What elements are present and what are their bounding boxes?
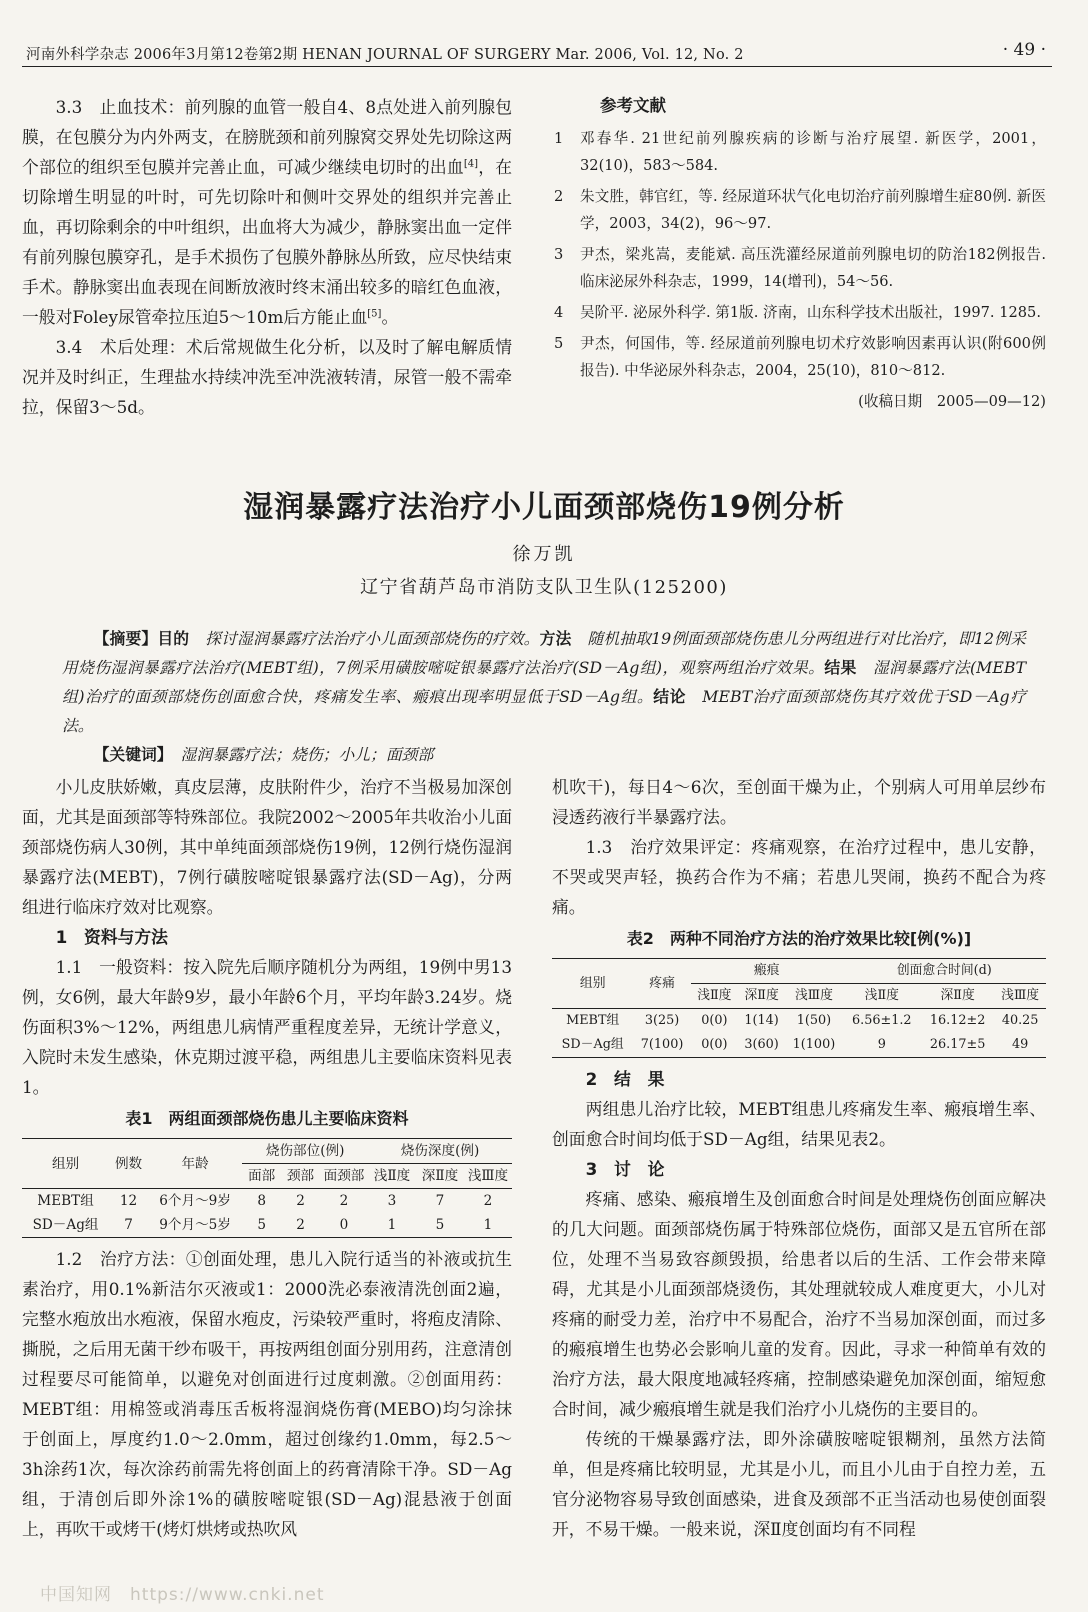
journal-citation: 河南外科学杂志 2006年3月第12卷第2期 HENAN JOURNAL OF SURGERY Mar. 2006, Vol. 12, No. 2 [26, 47, 744, 63]
page-number: · 49 · [1002, 40, 1046, 60]
abstract: 【摘要】目的 探讨湿润暴露疗法治疗小儿面颈部烧伤的疗效。方法 随机抽取19例面颈部烧伤患儿分两组进行对比治疗，即12例采用烧伤湿润暴露疗法治疗(MEBT组)，7例采用磺胺嘧啶银暴露疗法治疗(SD－Ag组)，观察两组治疗效果。结果 湿润暴露疗法(MEBT组)治疗的面颈部烧伤创面愈合快，疼痛发生率、瘢痕出现率明显低于SD－Ag组。结论 MEBT治疗面颈部烧伤其疗效优于SD－Ag疗法。 【关键词】 湿润暴露疗法；烧伤；小儿；面颈部 [62, 624, 1026, 769]
table-row: MEBT组 12 6个月～9岁 8 2 2 3 7 2 [37, 1193, 493, 1209]
discussion-2: 传统的干燥暴露疗法，即外涂磺胺嘧啶银糊剂，虽然方法简单，但是疼痛比较明显，尤其是小儿，而且小儿由于自控力差，五官分泌物容易导致创面感染，进食及颈部不正当活动也易使创面裂开，不易干燥。一般来说，深Ⅱ度创面均有不同程 [552, 1429, 1046, 1539]
table-header: 烧伤部位(例) [242, 1139, 368, 1164]
table-row: MEBT组 3(25) 0(0) 1(14) 1(50) 6.56±1.2 16.12±2 40.25 [566, 1013, 1039, 1028]
citation-4[interactable]: [4] [463, 158, 478, 170]
author: 徐万凯 [512, 544, 576, 565]
table-header: 瘢痕 [691, 959, 843, 984]
references-heading: 参考文献 [600, 96, 666, 115]
table-header: 年龄 [181, 1155, 209, 1172]
introduction: 小儿皮肤娇嫩，真皮层薄，皮肤附件少，治疗不当极易加深创面，尤其是面颈部等特殊部位。我院2002～2005年共收治小儿面颈部烧伤病人30例，其中单纯面颈部烧伤19例，12例行烧伤湿润暴露疗法(MEBT)，7例行磺胺嘧啶银暴露疗法(SD－Ag)，分两组进行临床疗效对比观察。 [22, 777, 512, 917]
table-row: SD－Ag组 7 9个月～5岁 5 2 0 1 5 1 [22, 1213, 512, 1238]
table-header: 组别 [51, 1155, 80, 1172]
table-header: 疼痛 [649, 975, 675, 991]
keywords: 【关键词】 湿润暴露疗法；烧伤；小儿；面颈部 [93, 745, 434, 764]
section-3-4: 3.4 术后处理：术后常规做生化分析，以及时了解电解质情况并及时纠正，生理盐水持续冲洗至冲洗液转清，尿管一般不需牵拉，保留3～5d。 [22, 337, 512, 417]
reference-item: 3 尹杰，梁兆嵩，麦能斌. 高压洗灌经尿道前列腺电切的防治182例报告. 临床泌尿外科杂志，1999，14(增刊)，54～56. [554, 246, 1046, 290]
results: 两组患儿治疗比较，MEBT组患儿疼痛发生率、瘢痕增生率、创面愈合时间均低于SD－Ag组，结果见表2。 [552, 1099, 1046, 1149]
discussion-1: 疼痛、感染、瘢痕增生及创面愈合时间是处理烧伤创面应解决的几大问题。面颈部烧伤属于特殊部位烧伤，面部又是五官所在部位，处理不当易致容颜毁损，给患者以后的生活、工作会带来障碍，尤其是小儿面颈部烧烫伤，其处理就较成人难度更大，小儿对疼痛的耐受力差，治疗中不易配合，治疗不当易加深创面，而过多的瘢痕增生也势必会影响儿童的发育。因此，寻求一种简单有效的治疗方法，最大限度地减轻疼痛，控制感染避免加深创面，缩短愈合时间，减少瘢痕增生就是我们治疗小儿烧伤的主要目的。 [552, 1189, 1046, 1419]
section-3-heading: 3 讨 论 [585, 1159, 665, 1179]
table-2: 组别 疼痛 瘢痕 创面愈合时间(d) 浅Ⅱ度 深Ⅱ度 浅Ⅲ度 浅Ⅱ度 深Ⅱ度 浅Ⅲ度 MEBT组 3(25) 0(0) 1(14) 1(50) 6.56±1.2 16.12±2 40.25 SD－Ag组 7(100) 0(0) 3(60) 1(100) 9 26.17±5 49 [552, 958, 1046, 1058]
table-2-caption: 表2 两种不同治疗方法的治疗效果比较[例(%)] [626, 929, 972, 948]
section-2-heading: 2 结 果 [585, 1069, 665, 1089]
table-header: 组别 [579, 975, 606, 991]
reference-item: 5 尹杰，何国伟，等. 经尿道前列腺电切术疗效影响因素再认识(附600例报告). 中华泌尿外科杂志，2004，25(10)，810～812. [554, 335, 1046, 379]
prev-article-text [22, 92, 512, 422]
article-right-column [552, 772, 1046, 1544]
table-1: 组别 例数 年龄 烧伤部位(例) 烧伤深度(例) 面部 颈部 面颈部 浅Ⅱ度 深Ⅱ度 浅Ⅲ度 MEBT组 12 6个月～9岁 8 2 2 3 7 2 SD－Ag组 7 9个月～5岁 5 2 0 1 5 1 [22, 1138, 512, 1238]
section-1-2-continued: 机吹干)，每日4～6次，至创面干燥为止，个别病人可用单层纱布浸透药液行半暴露疗法。 [552, 777, 1046, 827]
section-1-2: 1.2 治疗方法：①创面处理，患儿入院行适当的补液或抗生素治疗，用0.1%新洁尔灭液或1：2000洗必泰液清洗创面2遍，完整水疱放出水疱液，保留水疱皮，污染较严重时，将疱皮清除、撕脱，之后用无菌干纱布吸干，再按两组创面分别用药，注意清创过程要尽可能简单，以避免对创面进行过度刺激。②创面用药：MEBT组：用棉签或消毒压舌板将湿润烧伤膏(MEBO)均匀涂抹于创面上，厚度约1.0～2.0mm，超过创缘约1.0mm，每2.5～3h涂药1次，每次涂药前需先将创面上的药膏清除干净。SD－Ag组，于清创后即外涂1%的磺胺嘧啶银(SD－Ag)混悬液于创面上，再吹干或烤干(烤灯烘烤或热吹风 [22, 1249, 512, 1539]
running-header [22, 40, 1052, 67]
table-header: 烧伤深度(例) [368, 1139, 512, 1164]
section-1-heading: 1 资料与方法 [55, 927, 168, 947]
affiliation: 辽宁省葫芦岛市消防支队卫生队(125200) [360, 577, 728, 598]
reference-item: 1 邓春华. 21世纪前列腺疾病的诊断与治疗展望. 新医学，2001，32(10)，583～584. [554, 130, 1046, 174]
section-3-3: 3.3 止血技术：前列腺的血管一般自4、8点处进入前列腺包膜，在包膜分为内外两支，在膀胱颈和前列腺窝交界处先切除这两个部位的组织至包膜并完善止血，可减少继续电切时的出血[4]，在切除增生明显的叶时，可先切除叶和侧叶交界处的组织并完善止血，再切除剩余的中叶组织，出血将大为减少，静脉窦出血一定伴有前列腺包膜穿孔，是手术损伤了包膜外静脉丛所致，应尽快结束手术。静脉窦出血表现在间断放液时终末涌出较多的暗红色血液，一般对Foley尿管牵拉压迫5～10m后方能止血[5]。 [22, 97, 512, 327]
table-header: 创面愈合时间(d) [843, 959, 1046, 984]
section-1-1: 1.1 一般资料：按入院先后顺序随机分为两组，19例中男13例，女6例，最大年龄9岁，最小年龄6个月，平均年龄3.24岁。烧伤面积3%～12%，两组患儿病情严重程度差异，无统计学意义，入院时未发生感染，休克期过渡平稳，两组患儿主要临床资料见表1。 [22, 957, 512, 1097]
reference-item: 2 朱文胜，韩官红，等. 经尿道环状气化电切治疗前列腺增生症80例. 新医学，2003，34(2)，96～97. [554, 188, 1046, 232]
cnki-watermark: 中国知网 https://www.cnki.net [40, 1585, 325, 1605]
table-1-caption: 表1 两组面颈部烧伤患儿主要临床资料 [125, 1109, 409, 1128]
article-title: 湿润暴露疗法治疗小儿面颈部烧伤19例分析 [243, 490, 845, 525]
section-1-3: 1.3 治疗效果评定：疼痛观察，在治疗过程中，患儿安静，不哭或哭声轻，换药合作为不痛；若患儿哭闹，换药不配合为疼痛。 [552, 837, 1046, 917]
reference-item: 4 吴阶平. 泌尿外科学. 第1版. 济南，山东科学技术出版社，1997. 1285. [554, 304, 1041, 321]
article-left-column [22, 772, 512, 1544]
references [554, 92, 1046, 415]
received-date: (收稿日期 2005—09—12) [858, 393, 1046, 410]
citation-5[interactable]: [5] [367, 308, 382, 320]
table-header: 例数 [114, 1155, 143, 1172]
table-row: SD－Ag组 7(100) 0(0) 3(60) 1(100) 9 26.17±5 49 [552, 1033, 1046, 1058]
